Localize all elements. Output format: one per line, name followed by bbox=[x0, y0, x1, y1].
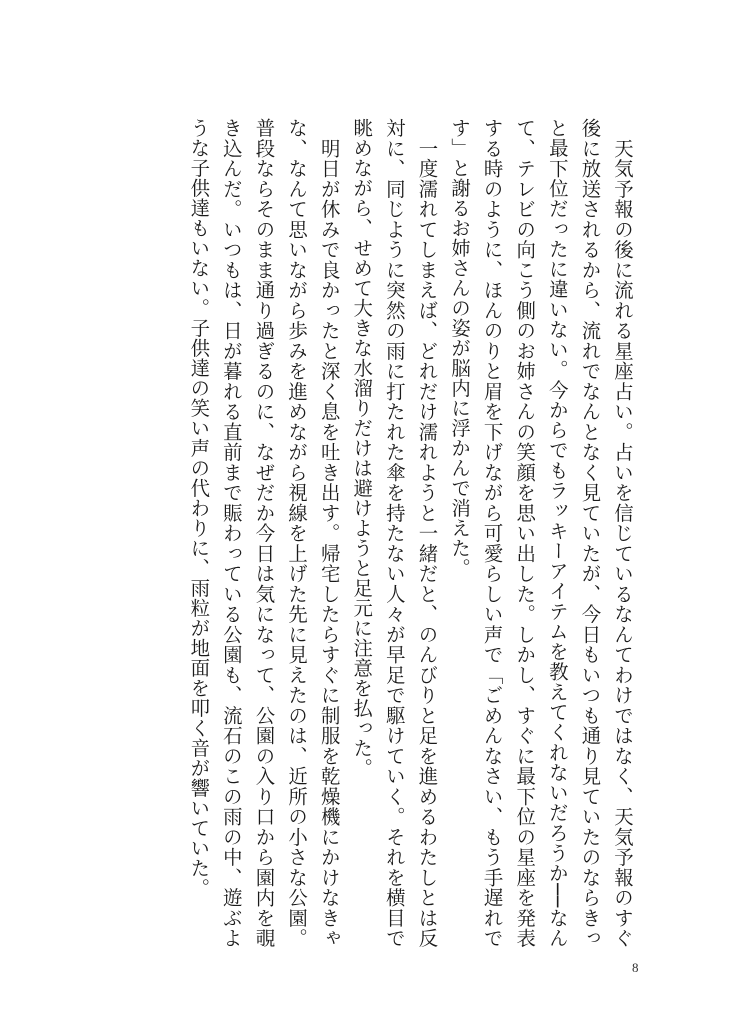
paragraph: 一度濡れてしまえば、どれだけ濡れようと一緒だと、のんびりと足を進めるわたしとは反対に、同じように突然の雨に打たれた傘を持たない人々が早足で駆けていく。それを横目で眺めながら、せめて大きな水溜りだけは避けようと足元に注意を払った。 bbox=[350, 118, 439, 948]
page-number: 8 bbox=[632, 960, 639, 975]
paragraph: 天気予報の後に流れる星座占い。占いを信じているなんてわけではなく、天気予報のすぐ後に放送されるから、流れでなんとなく見ていたが、今日もいつも通り見ていたのならきっと最下位だったに違いない。今からでもラッキーアイテムを教えてくれないだろうか──なんて、テレビの向こう側のお姉さんの笑顔を思い出した。しかし、すぐに最下位の星座を発表する時のように、ほんのりと眉を下げながら可愛らしい声で「ごめんなさい、もう手遅れです」と謝るお姉さんの姿が脳内に浮かんで消えた。 bbox=[448, 118, 634, 948]
paragraph: 明日が休みで良かったと深く息を吐き出す。帰宅したらすぐに制服を乾燥機にかけなきゃな、なんて思いながら歩みを進めながら視線を上げた先に見えたのは、近所の小さな公園。普段ならそのまま通り過ぎるのに、なぜだか今日は気になって、公園の入り口から園内を覗き込んだ。いつもは、日が暮れる直前まで賑わっている公園も、流石のこの雨の中、遊ぶような子供達もいない。子供達の笑い声の代わりに、雨粒が地面を叩く音が響いていた。 bbox=[187, 118, 341, 948]
body-text bbox=[170, 118, 638, 948]
